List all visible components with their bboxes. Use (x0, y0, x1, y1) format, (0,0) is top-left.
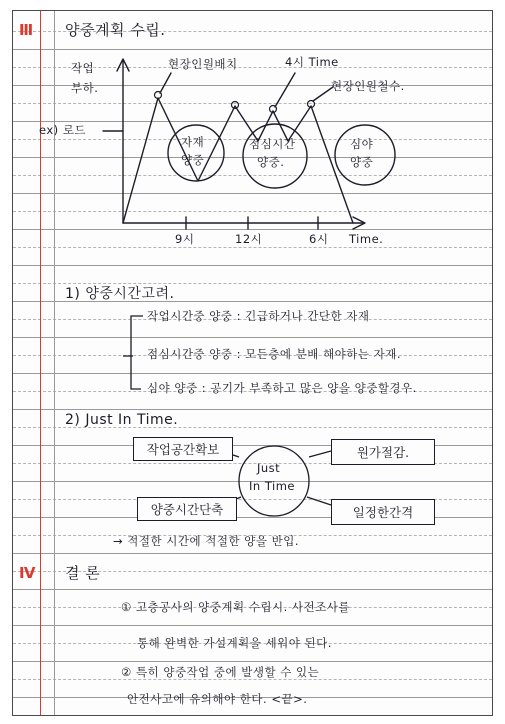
circle-right-line1: 심야 (350, 137, 374, 151)
section-4-title: 결 론 (65, 564, 101, 582)
tick-label-9: 9시 (175, 232, 195, 246)
item2-heading: 2) Just In Time. (65, 412, 179, 428)
leader-left (160, 73, 171, 93)
graph-xlabel: Time. (349, 232, 384, 246)
tick-label-12: 12시 (235, 232, 263, 246)
jit-box-interval: 일정한간격 (331, 499, 435, 525)
leader-mid (275, 73, 295, 107)
leader-right (313, 87, 333, 101)
jit-center-line2: In Time (249, 479, 295, 493)
jit-box-workspace: 작업공간확보 (133, 437, 233, 461)
item1-line1: 작업시간중 양중 : 긴급하거나 간단한 자재 (147, 309, 370, 323)
conclusion-line4: 안전사고에 유의해야 한다. <끝>. (127, 692, 308, 706)
answer-sheet (12, 10, 493, 716)
graph-ylabel-2: 부하. (71, 81, 99, 95)
jit-link-br (307, 497, 331, 505)
item1-line2: 점심시간중 양중 : 모든층에 분배 해야하는 자재. (147, 347, 402, 361)
jit-link-tr (309, 451, 331, 457)
circle-left-line1: 자재 (181, 135, 205, 149)
conclusion-line3: ② 특히 양중작업 중에 발생할 수 있는 (121, 665, 320, 679)
jit-box-cost: 원가절감. (331, 439, 435, 465)
jit-box-time: 양중시간단축 (137, 497, 237, 521)
load-curve (123, 98, 353, 223)
conclusion-line2: 통해 완벽한 가설계획을 세워야 된다. (137, 636, 332, 650)
graph-ylabel-1: 작업 (71, 61, 95, 75)
tick-label-6: 6시 (309, 232, 329, 246)
jit-center-line1: Just (257, 461, 281, 475)
peak-label-right: 현장인원철수. (331, 79, 405, 93)
circle-mid-line1: 점심시간 (249, 137, 296, 151)
peak-label-mid: 4시 Time (285, 55, 339, 69)
item1-heading: 1) 양중시간고려. (65, 286, 175, 302)
conclusion-line1: ① 고층공사의 양중계획 수립시. 사전조사를 (121, 600, 350, 614)
peak-label-left: 현장인원배치 (168, 57, 238, 71)
circle-right-line2: 양중 (350, 155, 374, 169)
section-4-numeral: Ⅳ (19, 564, 36, 582)
item1-line3: 심야 양중 : 공기가 부족하고 많은 양을 양중할경우. (147, 381, 417, 395)
item1-bracket (131, 316, 143, 389)
circle-left-line2: 양중 (181, 153, 205, 167)
graph-example-label: ex) 로드 (39, 123, 87, 137)
section-3-title: 양중계획 수립. (65, 21, 166, 39)
section-3-numeral: Ⅲ (19, 21, 34, 39)
item2-arrow-text: → 적절한 시간에 적절한 양을 반입. (113, 534, 299, 548)
circle-mid-line2: 양중. (257, 155, 285, 169)
